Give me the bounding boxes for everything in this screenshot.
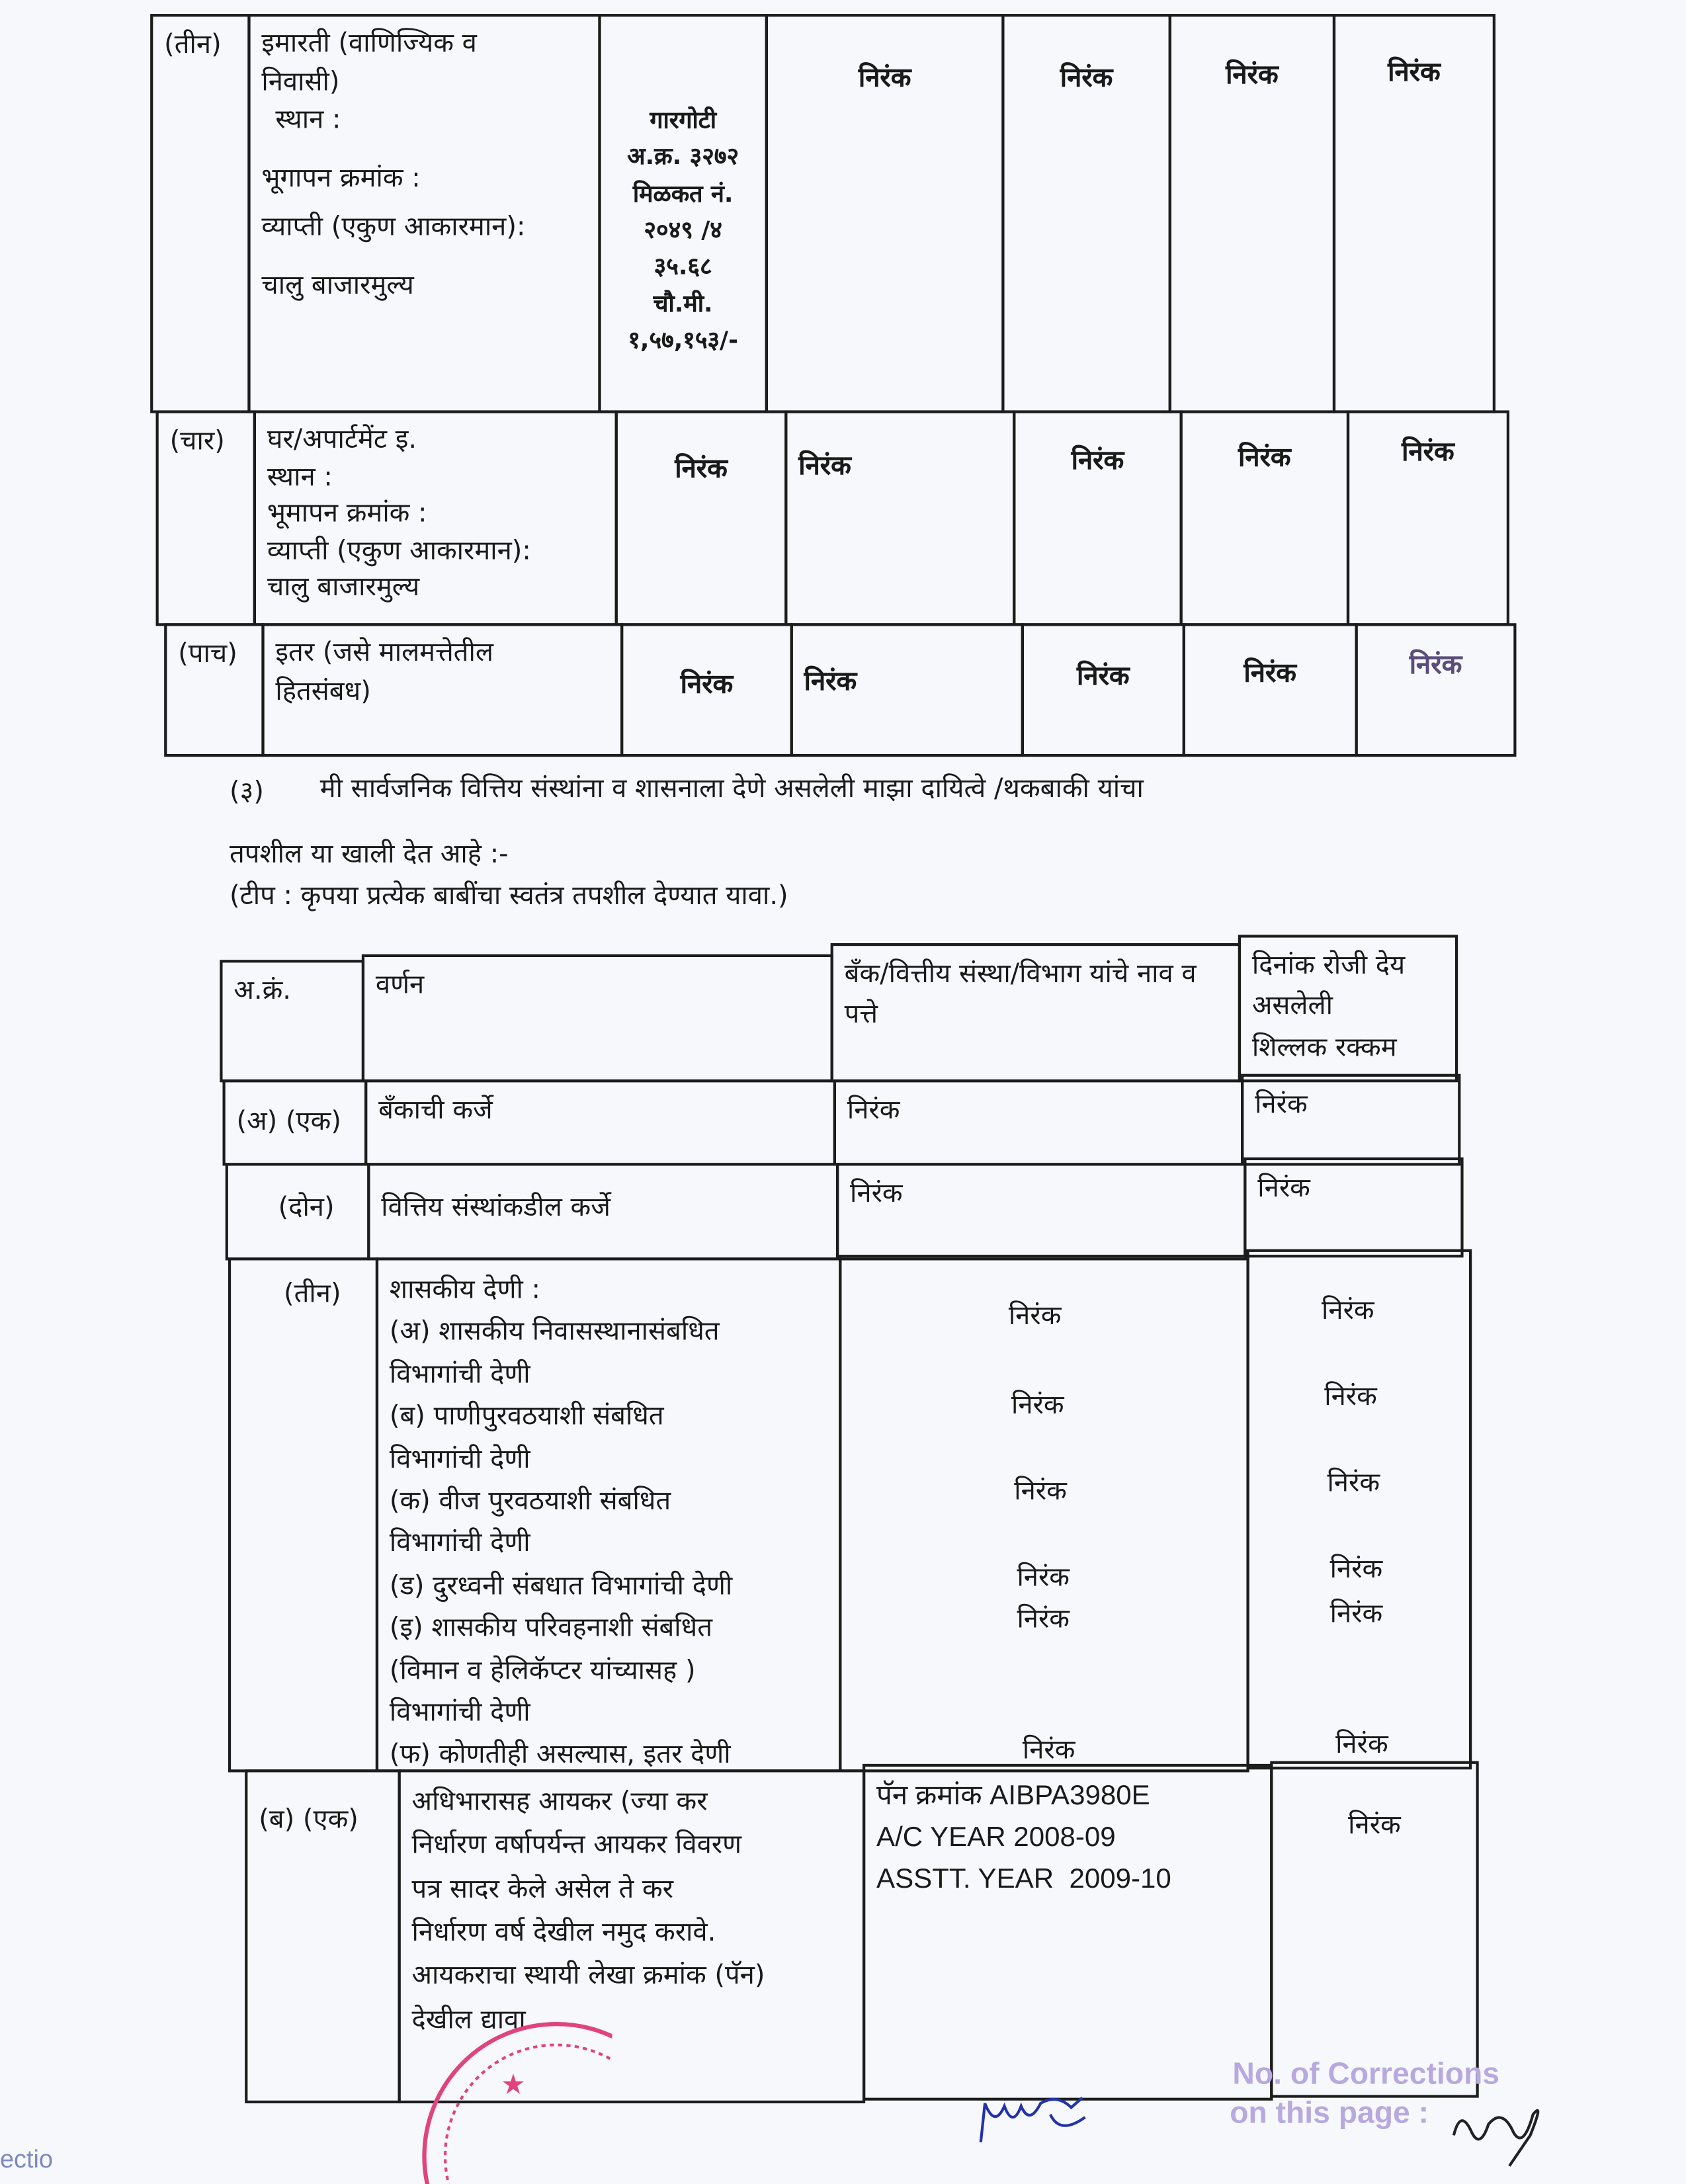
desc-line: व्याप्ती (एकुण आकारमान): <box>267 535 531 566</box>
header-description <box>362 954 833 1082</box>
bank: निरंक <box>850 1178 903 1209</box>
desc-line: पत्र सादर केले असेल ते कर <box>411 1873 673 1904</box>
desc-line: विभागांची देणी <box>389 1359 530 1390</box>
value: निरंक <box>858 62 911 93</box>
desc-title: शासकीय देणी : <box>389 1274 540 1305</box>
serial: (तीन) <box>164 29 222 60</box>
value: निरंक <box>1017 1562 1070 1593</box>
desc-line: (ब) पाणीपुरवठयाशी संबधित <box>389 1401 664 1432</box>
detail-line: चौ.मी. <box>653 290 713 319</box>
section-number: (३) <box>230 776 265 807</box>
desc: बॅंकाची कर्जे <box>378 1095 493 1126</box>
section-heading: मी सार्वजनिक वित्तिय संस्थांना व शासनाला देणे असलेली माझा दायित्वे /थकबाकी यांचा <box>319 773 1144 804</box>
serial: (अ) (एक) <box>236 1106 341 1137</box>
header-serial <box>220 960 364 1082</box>
desc-line: (क) वीज पुरवठयाशी संबधित <box>389 1486 671 1517</box>
bank: निरंक <box>847 1095 900 1126</box>
desc-line: निर्धारण वर्षापर्यन्त आयकर विवरण <box>411 1829 742 1861</box>
desc-line: अधिभारासह आयकर (ज्या कर <box>411 1786 708 1817</box>
desc: वित्तिय संस्थांकडील कर्जे <box>381 1192 611 1223</box>
value: निरंक <box>1402 437 1454 468</box>
detail-line: मिळकत नं. <box>632 180 734 208</box>
desc-cell <box>367 1163 839 1260</box>
value: निरंक <box>1017 1603 1070 1635</box>
value-cell <box>1001 14 1171 413</box>
detail-line: २०४९ /४ <box>644 217 722 245</box>
serial-cell <box>150 14 250 413</box>
desc-line: व्याप्ती (एकुण आकारमान): <box>261 212 526 243</box>
serial: (तीन) <box>284 1278 341 1310</box>
desc-cell <box>376 1257 842 1772</box>
value-cell <box>790 623 1024 757</box>
value-cell <box>620 623 793 757</box>
desc-line: (अ) शासकीय निवासस्थानासंबधित <box>389 1316 720 1347</box>
value: निरंक <box>804 666 857 697</box>
detail-line: गारगोटी <box>650 106 717 136</box>
detail-line: १,५७,१५३/- <box>628 327 738 355</box>
serial-cell <box>245 1769 401 2103</box>
desc-line: हितसंबध) <box>275 675 371 706</box>
serial-cell <box>156 410 256 626</box>
desc-line: विभागांची देणी <box>389 1443 530 1474</box>
desc-line: इमारती (वाणिज्यिक व <box>261 28 477 59</box>
bank-cell <box>833 1079 1243 1165</box>
corrections-stamp-line1: No. of Corrections <box>1232 2056 1500 2091</box>
amount-cell <box>1243 1157 1463 1257</box>
value-cell <box>1333 14 1496 413</box>
desc-cell <box>247 14 601 413</box>
amount-cell <box>1241 1074 1460 1166</box>
desc-line: देखील द्यावा. <box>411 2004 534 2035</box>
amount: निरंक <box>1255 1089 1308 1120</box>
desc-line: चालु बाजारमुल्य <box>267 572 420 603</box>
initials-signature <box>1447 2093 1558 2170</box>
value: निरंक <box>1327 1467 1380 1499</box>
desc-line: भूगापन क्रमांक : <box>261 162 421 193</box>
section-heading-cont: तपशील या खाली देत आहे :- <box>230 839 509 870</box>
red-seal-stamp <box>403 1976 612 2184</box>
desc-line: स्थान : <box>267 461 333 492</box>
value: निरंक <box>1324 1381 1377 1412</box>
value-cell <box>1183 623 1358 757</box>
serial: (ब) (एक) <box>259 1804 358 1835</box>
star-icon: ★ <box>501 2068 526 2101</box>
desc-line: (इ) शासकीय परिवहनाशी संबधित <box>389 1612 713 1644</box>
value: निरंक <box>1008 1300 1062 1331</box>
edge-text: ectio <box>0 2145 53 2173</box>
bank-cell <box>839 1255 1249 1772</box>
header-text: वर्णन <box>375 969 425 1001</box>
value: निरंक <box>1322 1295 1374 1326</box>
value: निरंक <box>1329 1598 1383 1629</box>
value: निरंक <box>1071 445 1124 476</box>
amount: निरंक <box>1257 1172 1310 1204</box>
header-text: दिनांक रोजी देय असलेली शिल्लक रक्कम <box>1251 950 1406 1063</box>
value: निरंक <box>1077 661 1130 692</box>
serial-cell <box>223 1079 368 1165</box>
value-cell <box>1013 410 1183 626</box>
value-cell <box>1347 410 1509 626</box>
desc-line: भूमापन क्रमांक : <box>267 498 427 529</box>
serial: (पाच) <box>178 638 237 669</box>
detail-line: अ.क्र. ३२७२ <box>627 144 739 172</box>
amount: निरंक <box>1348 1810 1401 1841</box>
desc-line: (फ) कोणतीही असल्यास, इतर देणी <box>389 1739 731 1770</box>
desc-line: (विमान व हेलिकॅप्टर यांच्यासह ) <box>389 1654 696 1686</box>
value: निरंक <box>1022 1734 1075 1765</box>
serial: (दोन) <box>278 1192 335 1223</box>
value: निरंक <box>1329 1554 1383 1585</box>
serial: (चार) <box>169 425 225 456</box>
amount-cell <box>1270 1761 1478 2098</box>
amount-cell <box>1246 1249 1472 1770</box>
value: निरंक <box>1014 1476 1067 1507</box>
value-cell <box>1180 410 1350 626</box>
value: निरंक <box>1238 442 1291 474</box>
detail-line: ३५.६८ <box>653 253 712 282</box>
value: निरंक <box>798 450 851 482</box>
ac-year: A/C YEAR 2008-09 <box>876 1822 1116 1853</box>
value: निरंक <box>1409 650 1462 681</box>
desc-line: निर्धारण वर्ष देखील नमुद करावे. <box>411 1917 716 1948</box>
header-text: अ.क्रं. <box>233 975 291 1006</box>
desc-line: इतर (जसे मालमत्तेतील <box>275 637 493 668</box>
desc-line: स्थान : <box>275 104 341 136</box>
assessment-year: ASSTT. YEAR 2009-10 <box>876 1864 1171 1895</box>
value-cell <box>1355 623 1517 757</box>
pan-details-cell <box>863 1764 1273 2101</box>
header-bank <box>831 943 1241 1082</box>
value: निरंक <box>1060 62 1113 93</box>
value-cell <box>784 410 1015 626</box>
value: निरंक <box>1226 60 1279 91</box>
desc-cell <box>364 1079 836 1165</box>
value: निरंक <box>1388 57 1441 88</box>
value: निरंक <box>680 669 734 700</box>
desc-line: चालु बाजारमुल्य <box>261 269 414 300</box>
pan-number: पॅन क्रमांक AIBPA3980E <box>876 1781 1150 1812</box>
desc-line: विभागांची देणी <box>389 1528 530 1559</box>
desc-line: घर/अपार्टमेंट इ. <box>267 424 417 455</box>
value-cell <box>1169 14 1335 413</box>
section-note: (टीप : कृपया प्रत्येक बाबींचा स्वतंत्र तपशील देण्यात यावा.) <box>230 880 788 911</box>
desc-line: विभागांची देणी <box>389 1697 530 1728</box>
value: निरंक <box>1011 1390 1064 1421</box>
value: निरंक <box>675 453 728 484</box>
serial-cell <box>164 623 264 757</box>
bank-cell <box>836 1163 1246 1260</box>
corrections-stamp-line2: on this page : <box>1230 2095 1429 2130</box>
value: निरंक <box>1335 1729 1388 1760</box>
value-cell <box>765 14 1005 413</box>
desc-line: निवासी) <box>261 66 340 97</box>
value-cell <box>1021 623 1185 757</box>
desc-line: (ड) दुरध्वनी संबधात विभागांची देणी <box>389 1570 733 1601</box>
value-cell <box>615 410 788 626</box>
value: निरंक <box>1243 657 1297 689</box>
serial-cell <box>228 1257 378 1772</box>
serial-cell <box>226 1163 370 1260</box>
location-details-cell <box>598 14 768 413</box>
header-text: बॅंक/वित्तीय संस्था/विभाग यांचे नाव व पत्ते <box>844 958 1197 1029</box>
desc-cell <box>253 410 618 626</box>
signature <box>974 2087 1099 2156</box>
header-amount <box>1238 935 1458 1082</box>
desc-line: आयकराचा स्थायी लेखा क्रमांक (पॅन) <box>411 1960 765 1992</box>
desc-cell <box>261 623 623 757</box>
